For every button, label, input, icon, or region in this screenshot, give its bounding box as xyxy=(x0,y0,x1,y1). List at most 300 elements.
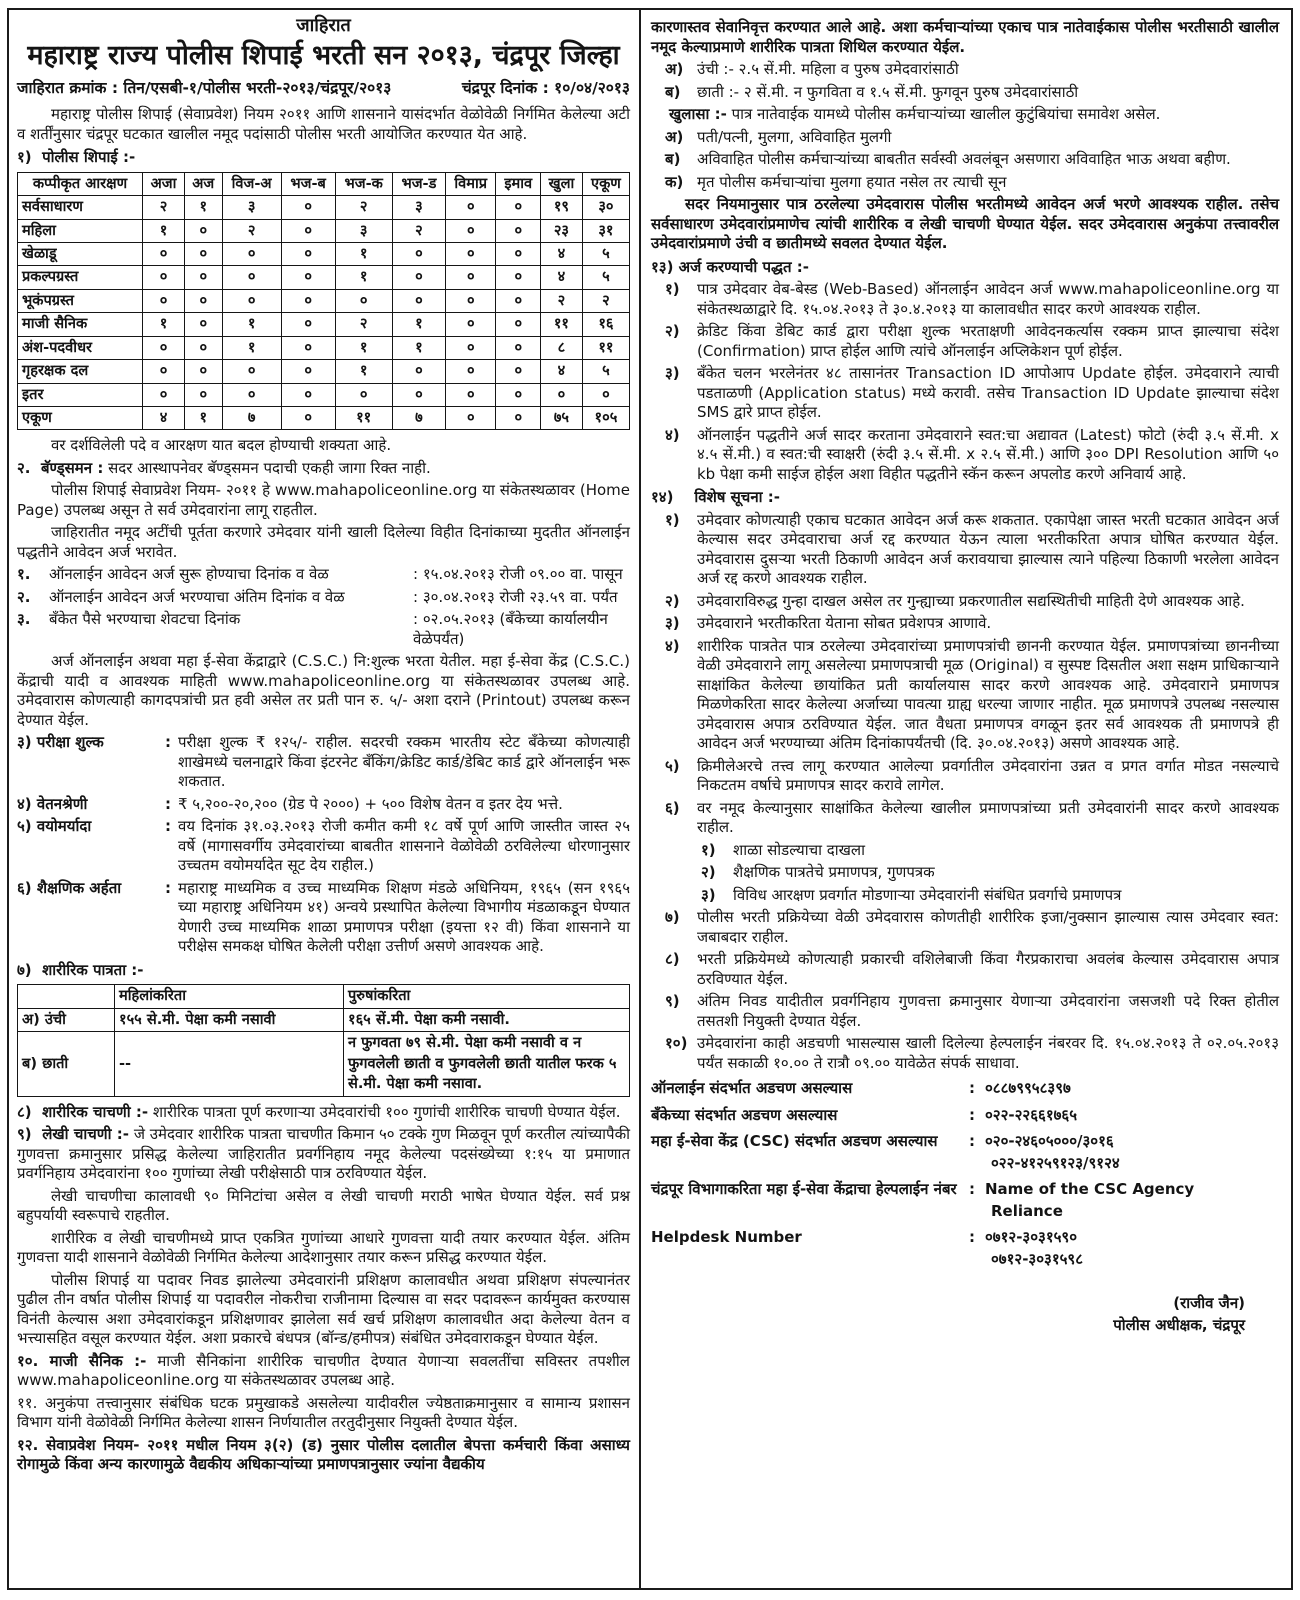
item-number: २) xyxy=(665,591,680,610)
paragraph-lead: १०. माजी सैनिक :- xyxy=(17,1351,147,1370)
table-cell: ० xyxy=(496,336,541,359)
table-header xyxy=(18,172,630,195)
table-row xyxy=(18,1008,630,1031)
right-content xyxy=(651,18,1279,1335)
column-header: इमाव xyxy=(496,172,541,195)
helpline-number: ०२२-२२६६१७६५ xyxy=(985,1105,1078,1124)
table-cell: १ xyxy=(335,336,392,359)
item-text: ऑनलाईन आवेदन अर्ज भरण्याचा अंतिम दिनांक व वेळ xyxy=(49,587,345,606)
item-number: ब) xyxy=(665,82,681,101)
table-cell: ० xyxy=(446,219,496,242)
item-text: पती/पत्नी, मुलगा, अविवाहित मुलगी xyxy=(697,127,892,146)
numbered-item xyxy=(665,614,1279,634)
paragraph: जाहिरातीत नमूद अटींची पूर्तता करणारे उमेदवार यांनी खाली दिलेल्या विहीत दिनांकाच्या मुदतीत ऑनलाईन पद्धतीने आवेदन अर्ज भरावेत. xyxy=(17,523,630,561)
table-cell: ० xyxy=(281,360,335,383)
item-number: ८) xyxy=(665,950,680,968)
table-cell: १ xyxy=(142,313,184,336)
table-cell: ११ xyxy=(335,407,392,430)
helpline-colon: : xyxy=(969,1180,975,1198)
item-text: शैक्षणिक पात्रतेचे प्रमाणपत्र, गुणपत्रक xyxy=(733,863,935,881)
signature-name: (राजीव जैन) xyxy=(1173,1294,1245,1312)
item-text: उमेदवार कोणत्याही एकाच घटकात आवेदन अर्ज करू शकतात. एकापेक्षा जास्त भरती घटकात आवेदन अर्ज केल्यास सदर उमेदवाराचा अर्ज रद्द करण्यात येऊन त्याला भरतीकरिता अपात्र घोषित करण्यात येईल. उमेदवारास दुसऱ्या भरती ठिकाणी आवेदन अर्ज करावयाचा झाल्यास त्याने पहिल्या ठिकाणी भरलेला आवेदन अर्ज रद्द करणे आवश्यक राहील. xyxy=(697,510,1279,587)
table-cell: ७ xyxy=(222,407,281,430)
table-cell: ० xyxy=(185,383,222,406)
table-cell: ० xyxy=(446,266,496,289)
helpline-row xyxy=(651,1106,1279,1128)
item-number: अ) xyxy=(665,127,684,146)
numbered-item xyxy=(665,173,1279,193)
table-cell: २ xyxy=(222,219,281,242)
helpline-values xyxy=(985,1079,1279,1101)
section-heading: १) पोलीस शिपाई :- xyxy=(17,148,136,167)
item-number: ३. xyxy=(17,610,31,629)
table-cell: ० xyxy=(446,407,496,430)
numbered-item xyxy=(665,992,1279,1031)
numbered-item xyxy=(665,1034,1279,1073)
item-text: क्रिमीलेअरचे तत्त्व लागू करण्यात आलेल्या प्रवर्गातील उमेदवारांना उन्नत व प्रगत वर्गात मोडत नसल्याचे निकटतम वर्षाचे प्रमाणपत्र सादर करावे लागेल. xyxy=(697,756,1279,794)
item-number: ६) xyxy=(665,798,680,817)
table-cell: गृहरक्षक दल xyxy=(18,360,143,383)
table-header-row xyxy=(18,985,630,1008)
table-cell: ४ xyxy=(541,360,583,383)
helpline-label: चंद्रपूर विभागाकरिता महा ई-सेवा केंद्राचा हेल्पलाईन नंबर xyxy=(651,1180,957,1198)
table-cell: ० xyxy=(222,360,281,383)
table-cell: अंश-पदवीधर xyxy=(18,336,143,359)
column-header: भज-ड xyxy=(392,172,445,195)
section-heading: १४) विशेष सूचना :- xyxy=(651,488,780,506)
item-text: क्रेडिट किंवा डेबिट कार्ड द्वारा परीक्षा शुल्क भरताक्षणी आवेदनकर्त्यास रक्कम प्राप्त झाल्याचा संदेश (Confirmation) प्राप्त होईल आणि त्यांचे ऑनलाईन अप्लिकेशन पूर्ण होईल. xyxy=(697,322,1279,360)
item-text: बँकेत पैसे भरण्याचा शेवटचा दिनांक xyxy=(49,610,241,629)
item-text: बँकेत चलन भरलेनंतर ४८ तासानंतर Transaction ID आपोआप Update होईल. उमेदवाराने त्याची पडताळणी (Application status) मध्ये करावी. तसेच Transaction ID Update झाल्याचा संदेश SMS द्वारे प्राप्त होईल. xyxy=(697,364,1279,421)
item-number: २) xyxy=(701,863,716,881)
item-number: २. xyxy=(17,587,31,606)
table-cell: १ xyxy=(222,336,281,359)
table-cell: एकूण xyxy=(18,407,143,430)
helpline-row xyxy=(651,1228,1279,1271)
table-cell: ५ xyxy=(582,243,629,266)
helpline-number: Reliance xyxy=(991,1201,1063,1220)
table-cell: ० xyxy=(142,336,184,359)
table-cell: ० xyxy=(446,336,496,359)
item-text: वर नमूद केल्यानुसार साक्षांकित केलेल्या खालील प्रमाणपत्रांच्या प्रती उमेदवारांनी सादर करणे आवश्यक राहील. xyxy=(697,798,1279,836)
table-cell: ११ xyxy=(541,313,583,336)
left-content xyxy=(17,105,630,1474)
table-cell: ब) छाती xyxy=(18,1032,115,1096)
numbered-item xyxy=(17,565,630,585)
table-row xyxy=(18,407,630,430)
table-cell: १९ xyxy=(541,196,583,219)
helpline-values xyxy=(985,1180,1279,1223)
table-cell: ० xyxy=(222,383,281,406)
item-value: : ३०.०४.२०१३ रोजी २३.५९ वा. पर्यंत xyxy=(413,587,618,606)
numbered-item xyxy=(701,841,1279,861)
item-number: १. xyxy=(17,565,31,584)
right-column xyxy=(641,10,1291,1588)
table-cell: ३१ xyxy=(582,219,629,242)
table-cell: इतर xyxy=(18,383,143,406)
table-cell: ४ xyxy=(541,266,583,289)
table-cell: ० xyxy=(496,313,541,336)
table-cell: २३ xyxy=(541,219,583,242)
paragraph xyxy=(17,1103,630,1123)
definition-text: वय दिनांक ३१.०३.२०१३ रोजी कमीत कमी १८ वर्षे पूर्ण आणि जास्तीत जास्त २५ वर्षे (मागासवर्गीय उमेदवारांच्या बाबतीत शासनाने वेळोवेळी ठरविलेल्या धोरणानुसार उच्चतम वयोमर्यादेत सूट देय राहील.) xyxy=(178,817,630,875)
helpline-values xyxy=(985,1228,1279,1271)
definition-text: महाराष्ट्र माध्यमिक व उच्च माध्यमिक शिक्षण मंडळे अधिनियम, १९६५ (सन १९६५ च्या महाराष्ट्र अधिनियम ४१) अन्वये प्रस्थापित केलेल्या विभागीय मंडळाकडून घेण्यात येणारी उच्च माध्यमिक शाळा प्रमाणपत्र परीक्षा (इयत्ता १२ वी) किंवा शासनाने या परीक्षेस समकक्ष घोषित केलेली परीक्षा उत्तीर्ण असणे आवश्यक आहे. xyxy=(178,878,630,956)
table-cell: ० xyxy=(335,383,392,406)
paragraph-text: जे उमेदवार शारीरिक पात्रता चाचणीत किमान ५० टक्के गुण मिळवून पूर्ण करतील त्यांच्यापैकी गुणवत्ता क्रमानुसार प्रसिद्ध केलेल्या जाहिरातीत प्रवर्गनिहाय नमूद केलेल्या पदसंख्येच्या १:१५ या प्रमाणात प्रवर्गनिहाय उमेदवारांना १०० गुणांच्या लेखी परीक्षेसाठी पात्र ठरविण्यात येईल. xyxy=(17,1125,630,1183)
table-cell: ० xyxy=(281,407,335,430)
paragraph-text: सदर आस्थापनेवर बॅण्ड्समन पदाची एकही जागा रिक्त नाही. xyxy=(108,458,431,477)
numbered-item xyxy=(701,863,1279,883)
definition-label: ५) वयोमर्यादा xyxy=(17,817,92,836)
table-cell: ० xyxy=(185,289,222,312)
table-cell: ० xyxy=(281,196,335,219)
table-cell: १ xyxy=(392,313,445,336)
table-cell: महिला xyxy=(18,219,143,242)
table-cell: १ xyxy=(335,243,392,266)
numbered-item xyxy=(665,757,1279,796)
item-number: ४) xyxy=(665,425,680,444)
helpline-colon: : xyxy=(969,1228,975,1246)
paragraph-text: माजी सैनिकांना शारीरिक चाचणीत देण्यात येणाऱ्या सवलतींचा सविस्तर तपशील www.mahapoliceonline.org या संकेतस्थळावर उपलब्ध आहे. xyxy=(17,1351,630,1390)
table-body xyxy=(18,1008,630,1096)
item-number: १) xyxy=(665,510,680,529)
table-cell: ४ xyxy=(142,407,184,430)
helpline-row xyxy=(651,1180,1279,1223)
table-cell: ० xyxy=(392,289,445,312)
table-cell: प्रकल्पग्रस्त xyxy=(18,266,143,289)
doc-ref-line xyxy=(17,78,630,98)
helpline-colon: : xyxy=(969,1105,975,1124)
table-cell: -- xyxy=(115,1032,344,1096)
helpline-row xyxy=(651,1079,1279,1101)
table-cell: १ xyxy=(335,360,392,383)
table-cell: ० xyxy=(496,219,541,242)
item-text: उमेदवाराविरुद्ध गुन्हा दाखल असेल तर गुन्ह्याच्या प्रकरणातील सद्यस्थितीची माहिती देणे आवश्यक आहे. xyxy=(697,591,1245,610)
column-header: विज-अ xyxy=(222,172,281,195)
helpline-values xyxy=(985,1106,1279,1128)
item-text: उमेदवारांना काही अडचणी भासल्यास खाली दिलेल्या हेल्पलाईन नंबरवर दि. १५.०४.२०१३ ते ०२.०५.२०१३ पर्यंत सकाळी १०.०० ते रात्रौ ०९.०० यावेळेत संपर्क साधावा. xyxy=(697,1034,1279,1072)
table-row xyxy=(18,1032,630,1096)
signature-title: पोलीस अधीक्षक, चंद्रपूर xyxy=(1113,1315,1245,1334)
paragraph xyxy=(17,1352,630,1391)
paragraph xyxy=(17,459,630,479)
table-cell: ० xyxy=(496,196,541,219)
helpline-number: Name of the CSC Agency xyxy=(985,1180,1195,1198)
item-number: ३) xyxy=(701,885,716,904)
table-cell: २ xyxy=(582,289,629,312)
item-text: ऑनलाईन आवेदन अर्ज सुरू होण्याचा दिनांक व वेळ xyxy=(49,565,329,584)
item-text: छाती :- २ सें.मी. न फुगविता व १.५ सें.मी. फुगवून पुरुष उमेदवारांसाठी xyxy=(697,82,1079,101)
item-number: ९) xyxy=(665,992,680,1010)
signature-block xyxy=(651,1276,1279,1335)
table-header xyxy=(18,985,630,1008)
table-cell: ० xyxy=(185,243,222,266)
left-column xyxy=(9,10,641,1588)
item-number: ब) xyxy=(665,150,681,168)
item-text: मृत पोलीस कर्मचाऱ्यांचा मुलगा हयात नसेल तर त्याची सून xyxy=(697,172,1007,191)
definition-label: ३) परीक्षा शुल्क xyxy=(17,733,104,752)
table-cell: ३० xyxy=(582,196,629,219)
table-cell: ० xyxy=(222,266,281,289)
table-cell: माजी सैनिक xyxy=(18,313,143,336)
paragraph: महाराष्ट्र पोलीस शिपाई (सेवाप्रवेश) नियम २०११ आणि शासनाने यासंदर्भात वेळोवेळी निर्गमित केलेल्या अटी व शर्तींनुसार चंद्रपूर घटकात खालील नमूद पदांसाठी पोलीस भरती आयोजित करण्यात येत आहे. xyxy=(17,105,630,143)
doc-title: महाराष्ट्र राज्य पोलीस शिपाई भरती सन २०१३, चंद्रपूर जिल्हा xyxy=(27,40,620,72)
column-header: खुला xyxy=(541,172,583,195)
table-cell: ० xyxy=(496,289,541,312)
table-cell: ० xyxy=(142,289,184,312)
table-cell: ० xyxy=(392,383,445,406)
numbered-item xyxy=(665,950,1279,989)
table-cell: ७५ xyxy=(541,407,583,430)
item-text: अंतिम निवड यादीतील प्रवर्गनिहाय गुणवत्ता क्रमानुसार येणाऱ्या उमेदवारांना जसजशी पदे रिक्त होतील तसतशी नियुक्ती देण्यात येईल. xyxy=(697,992,1279,1030)
table-cell: ० xyxy=(281,243,335,266)
column-header: अजा xyxy=(142,172,184,195)
physical-table xyxy=(17,984,630,1096)
helpline-number: ०२०-२४६०५०००/३०१६ xyxy=(985,1132,1114,1150)
table-cell: ० xyxy=(142,243,184,266)
table-cell: १ xyxy=(392,336,445,359)
reservation-table xyxy=(17,172,630,431)
section-heading: १३) अर्ज करण्याची पद्धत :- xyxy=(651,257,809,276)
helpline-number: ०८८७९९५८३९७ xyxy=(985,1079,1071,1097)
table-cell: ० xyxy=(281,266,335,289)
table-cell: ० xyxy=(446,196,496,219)
table-header-row xyxy=(18,172,630,195)
table-cell: ० xyxy=(335,289,392,312)
table-cell: १ xyxy=(222,313,281,336)
numbered-item xyxy=(17,588,630,608)
table-cell: ० xyxy=(446,289,496,312)
table-cell: ५ xyxy=(582,266,629,289)
item-number: ३) xyxy=(665,364,680,382)
column-header: अज xyxy=(185,172,222,195)
ref-number: जाहिरात क्रमांक : तिन/एसबी-१/पोलीस भरती-२०१३/चंद्रपूर/२०१३ xyxy=(17,79,392,98)
item-number: १०) xyxy=(665,1034,688,1052)
table-row xyxy=(18,383,630,406)
paragraph xyxy=(17,1125,630,1184)
table-cell: ४ xyxy=(541,243,583,266)
definition-colon: : xyxy=(165,817,171,836)
paragraph-text: पात्र नातेवाईक यामध्ये पोलीस कर्मचाऱ्यांच्या खालील कुटुंबियांचा समावेश असेल. xyxy=(731,105,1161,123)
definition-row xyxy=(17,879,630,957)
definition-label: ६) शैक्षणिक अर्हता xyxy=(17,878,122,897)
numbered-item xyxy=(665,592,1279,612)
column-header xyxy=(18,985,115,1008)
table-cell: ० xyxy=(281,383,335,406)
paragraph-lead: खुलासा :- xyxy=(669,105,727,123)
table-cell: ८ xyxy=(541,336,583,359)
helpline-label: बँकेच्या संदर्भात अडचण असल्यास xyxy=(651,1105,838,1124)
section-heading: ७) शारीरिक पात्रता :- xyxy=(17,960,144,979)
table-cell: ३ xyxy=(222,196,281,219)
helpline-colon: : xyxy=(969,1132,975,1150)
numbered-item xyxy=(665,150,1279,170)
item-text: पात्र उमेदवार वेब-बेस्ड (Web-Based) ऑनलाईन आवेदन अर्ज www.mahapoliceonline.org या संकेतस्थळाद्वारे दि. १५.०४.२०१३ ते ३०.४.२०१३ या कालावधीत सादर करणे आवश्यक राहील. xyxy=(697,280,1279,318)
helpline-list xyxy=(651,1079,1279,1271)
column-header: भज-क xyxy=(335,172,392,195)
item-number: २) xyxy=(665,322,680,340)
definition-colon: : xyxy=(165,878,171,897)
table-row xyxy=(18,266,630,289)
table-cell: अ) उंची xyxy=(18,1008,115,1031)
numbered-item xyxy=(665,908,1279,947)
table-cell: ० xyxy=(446,360,496,383)
item-value: : १५.०४.२०१३ रोजी ०९.०० वा. पासून xyxy=(413,565,623,584)
table-cell: खेळाडू xyxy=(18,243,143,266)
column-header: भज-ब xyxy=(281,172,335,195)
table-cell: ० xyxy=(446,383,496,406)
helpline-number: ०७१२-३०३१५९८ xyxy=(991,1249,1084,1268)
paragraph: पोलीस शिपाई सेवाप्रवेश नियम- २०११ हे www.mahapoliceonline.org या संकेतस्थळावर (Home Page) उपलब्ध असून ते सर्व उमेदवारांना लागू राहतील. xyxy=(17,481,630,519)
table-row xyxy=(18,313,630,336)
numbered-item xyxy=(665,511,1279,589)
table-cell: ० xyxy=(281,313,335,336)
paragraph-lead: ८) शारीरिक चाचणी :- xyxy=(17,1102,149,1121)
definition-row xyxy=(17,817,630,876)
item-value: : ०२.०५.२०१३ (बँकेच्या कार्यालयीन वेळेपर्यंत) xyxy=(413,610,608,648)
table-cell: ० xyxy=(185,266,222,289)
paragraph: लेखी चाचणीचा कालावधी ९० मिनिटांचा असेल व लेखी चाचणी मराठी भाषेत घेण्यात येईल. सर्व प्रश्न बहुपर्यायी स्वरूपाचे राहतील. xyxy=(17,1186,630,1225)
paragraph: सदर नियमानुसार पात्र ठरलेल्या उमेदवारास पोलीस भरतीमध्ये आवेदन अर्ज भरणे आवश्यक राहील. तसेच सर्वसाधारण उमेदवारांप्रमाणेच त्यांची शारीरिक व लेखी चाचणी घेण्यात येईल. सदर उमेदवारास अनुकंपा तत्त्वावरील उमेदवारांप्रमाणे उंची व छातीमध्ये सवलत देण्यात येईल. xyxy=(651,195,1279,252)
table-cell: ० xyxy=(446,313,496,336)
table-cell: सर्वसाधारण xyxy=(18,196,143,219)
definition-text: परीक्षा शुल्क ₹ १२५/- राहील. सदरची रक्कम भारतीय स्टेट बँकेच्या कोणत्याही शाखेमध्ये चलनाद्वारे किंवा इंटरनेट बँकिंग/क्रेडिट कार्ड/डेबिट कार्ड द्वारे ऑनलाईन भरू शकतात. xyxy=(178,733,630,791)
helpline-values xyxy=(985,1132,1279,1175)
table-cell: ० xyxy=(222,243,281,266)
numbered-item xyxy=(665,280,1279,319)
table-cell: २ xyxy=(335,196,392,219)
table-cell: ० xyxy=(281,219,335,242)
numbered-item xyxy=(17,610,630,649)
table-cell: ० xyxy=(185,336,222,359)
definition-label: ४) वेतनश्रेणी xyxy=(17,794,88,813)
definition-row xyxy=(17,733,630,792)
table-cell: ७ xyxy=(392,407,445,430)
table-cell: ० xyxy=(142,360,184,383)
table-cell: ० xyxy=(496,360,541,383)
paragraph-text: शारीरिक पात्रता पूर्ण करणाऱ्या उमेदवारांची १०० गुणांची शारीरिक चाचणी घेण्यात येईल. xyxy=(152,1102,621,1121)
helpline-row xyxy=(651,1132,1279,1175)
definition-colon: : xyxy=(165,794,171,813)
table-row xyxy=(18,360,630,383)
numbered-item xyxy=(665,83,1279,103)
paragraph: कारणास्तव सेवानिवृत्त करण्यात आले आहे. अशा कर्मचाऱ्यांच्या एकाच पात्र नातेवाईकास पोलीस भरतीसाठी खालील नमूद केल्याप्रमाणे शारीरिक पात्रता शिथिल करण्यात येईल. xyxy=(651,18,1279,56)
item-text: शारीरिक पात्रतेत पात्र ठरलेल्या उमेदवारांच्या प्रमाणपत्रांची छाननी करण्यात येईल. प्रमाणपत्रांच्या छाननीच्या वेळी उमेदवाराने लागू असलेल्या प्रमाणपत्राची मूळ (Original) व सुस्पष्ट दिसतील अशा सक्षम प्राधिकाऱ्याने साक्षांकित केलेल्या छायांकित प्रती कार्यालयास सादर करणे आवश्यक आहे. उमेदवाराने प्रमाणपत्र मिळणेकरिता सादर केलेल्या अर्जाच्या पावत्या ग्राह्य धरल्या जाणार नाहीत. मूळ प्रमाणपत्रे उपलब्ध नसल्यास उमेदवारास अपात्र ठरविण्यात येईल. जात वैधता प्रमाणपत्र वगळून इतर सर्व आवश्यक ती प्रमाणपत्रे ही आवेदन अर्ज भरण्याच्या अंतिम दिनांकापर्यंतची (दि. ३०.०४.२०१३) असणे आवश्यक आहे. xyxy=(697,636,1279,752)
table-cell: २ xyxy=(142,196,184,219)
paragraph-lead: २. बॅण्ड्समन : xyxy=(17,458,104,477)
item-text: शाळा सोडल्याचा दाखला xyxy=(733,840,865,859)
table-cell: ० xyxy=(281,289,335,312)
numbered-item xyxy=(665,322,1279,361)
definition-colon: : xyxy=(165,733,171,752)
paragraph xyxy=(669,105,1279,125)
paragraph-lead: ९) लेखी चाचणी :- xyxy=(17,1125,129,1144)
table-row xyxy=(18,243,630,266)
numbered-item xyxy=(665,128,1279,148)
table-row xyxy=(18,336,630,359)
table-cell: न फुगवता ७९ से.मी. पेक्षा कमी नसावी व न फुगवलेली छाती व फुगवलेली छाती यातील फरक ५ से.मी. पेक्षा कमी नसावा. xyxy=(344,1032,630,1096)
table-cell: ० xyxy=(582,383,629,406)
numbered-item xyxy=(665,799,1279,838)
table-cell: १०५ xyxy=(582,407,629,430)
helpline-colon: : xyxy=(969,1079,975,1097)
paragraph: अर्ज ऑनलाईन अथवा महा ई-सेवा केंद्राद्वारे (C.S.C.) नि:शुल्क भरता येतील. महा ई-सेवा केंद्र (C.S.C.) केंद्राची यादी व आवश्यक माहिती www.mahapoliceonline.org या संकेतस्थळावर उपलब्ध आहे. उमेदवारास कोणत्याही कागदपत्रांची प्रत हवी असेल तर प्रती पान रु. ५/- अशा दराने (Printout) उपलब्ध करून देण्यात येईल. xyxy=(17,652,630,729)
table-cell: १६५ सें.मी. पेक्षा कमी नसावी. xyxy=(344,1008,630,1031)
table-cell: ३ xyxy=(335,219,392,242)
table-cell: ० xyxy=(142,383,184,406)
table-cell: ११ xyxy=(582,336,629,359)
table-cell: ५ xyxy=(582,360,629,383)
column-header: एकूण xyxy=(582,172,629,195)
table-cell: ० xyxy=(392,360,445,383)
item-number: १) xyxy=(701,840,716,859)
table-cell: १ xyxy=(142,219,184,242)
table-cell: ० xyxy=(281,336,335,359)
paragraph: १२. सेवाप्रवेश नियम- २०११ मधील नियम ३(२) (ड) नुसार पोलीस दलातील बेपत्ता कर्मचारी किंवा असाध्य रोगामुळे किंवा अन्य कारणामुळे वैद्यकीय अधिकाऱ्यांच्या प्रमाणपत्रानुसार ज्यांना वैद्यकीय xyxy=(17,1435,630,1474)
table-cell: ० xyxy=(496,266,541,289)
table-cell: १६ xyxy=(582,313,629,336)
column-header: महिलांकरिता xyxy=(115,985,344,1008)
table-cell: ० xyxy=(541,383,583,406)
item-text: उंची :- २.५ सें.मी. महिला व पुरुष उमेदवारांसाठी xyxy=(697,60,959,78)
table-cell: १ xyxy=(335,266,392,289)
item-number: ३) xyxy=(665,614,680,632)
item-number: १) xyxy=(665,280,680,298)
definition-text: ₹ ५,२००-२०,२०० (ग्रेड पे २०००) + ५०० विशेष वेतन व इतर देय भत्ते. xyxy=(178,794,563,813)
table-cell: १५५ से.मी. पेक्षा कमी नसावी xyxy=(115,1008,344,1031)
table-cell: ० xyxy=(185,219,222,242)
item-number: अ) xyxy=(665,60,684,78)
item-text: भरती प्रक्रियेमध्ये कोणत्याही प्रकारची वशिलेबाजी किंवा गैरप्रकाराचा अवलंब केल्यास उमेदवारास अपात्र ठरविण्यात येईल. xyxy=(697,950,1279,988)
item-text: उमेदवाराने भरतीकरिता येताना सोबत प्रवेशपत्र आणावे. xyxy=(697,614,992,632)
table-cell: ० xyxy=(446,243,496,266)
helpline-label: ऑनलाईन संदर्भात अडचण असल्यास xyxy=(651,1079,853,1097)
table-cell: २ xyxy=(335,313,392,336)
paragraph: ११. अनुकंपा तत्त्वानुसार संबंधिक घटक प्रमुखाकडे असलेल्या यादीवरील ज्येष्ठताक्रमानुसार व सामान्य प्रशासन विभाग यांनी वेळोवेळी निर्गमित केलेल्या शासन निर्णयातील तरतुदीनुसार नियुक्ती देण्यात येईल. xyxy=(17,1393,630,1432)
table-row xyxy=(18,289,630,312)
table-row xyxy=(18,196,630,219)
table-cell: ० xyxy=(222,289,281,312)
table-cell: १ xyxy=(185,407,222,430)
helpline-number: ०२२-४१२५९१२३/९१२४ xyxy=(991,1153,1120,1172)
table-cell: भूकंपग्रस्त xyxy=(18,289,143,312)
numbered-item xyxy=(665,364,1279,423)
table-cell: २ xyxy=(392,219,445,242)
doc-kicker: जाहिरात xyxy=(296,15,351,36)
helpline-number: ०७१२-३०३१५९० xyxy=(985,1228,1078,1246)
paragraph: शारीरिक व लेखी चाचणीमध्ये प्राप्त एकत्रित गुणांच्या आधारे गुणवत्ता यादी तयार करण्यात येईल. अंतिम गुणवत्ता यादी शासनाने वेळोवेळी निर्गमित केलेल्या आदेशानुसार तयार करून प्रसिद्ध करण्यात येईल. xyxy=(17,1228,630,1267)
numbered-item xyxy=(665,426,1279,485)
item-number: क) xyxy=(665,172,684,191)
item-number: ७) xyxy=(665,908,680,926)
table-cell: ० xyxy=(496,243,541,266)
table-cell: ३ xyxy=(392,196,445,219)
item-text: पोलीस भरती प्रक्रियेच्या वेळी उमेदवारास कोणतीही शारीरिक इजा/नुक्सान झाल्यास त्यास उमेदवार स्वत: जबाबदार राहील. xyxy=(697,908,1279,946)
item-number: ४) xyxy=(665,636,680,655)
helpline-label: महा ई-सेवा केंद्र (CSC) संदर्भात अडचण असल्यास xyxy=(651,1132,938,1150)
item-text: अविवाहित पोलीस कर्मचाऱ्यांच्या बाबतीत सर्वस्वी अवलंबून असणारा अविवाहित भाऊ अथवा बहीण. xyxy=(697,150,1231,168)
item-number: ५) xyxy=(665,756,680,775)
table-row xyxy=(18,219,630,242)
table-cell: १ xyxy=(185,196,222,219)
table-cell: ० xyxy=(392,243,445,266)
definition-row xyxy=(17,795,630,815)
item-text: ऑनलाईन पद्धतीने अर्ज सादर करताना उमेदवाराने स्वत:चा अद्यावत (Latest) फोटो (रुंदी ३.५ सें.मी. x ४.५ सें.मी.) व स्वत:ची स्वाक्षरी (रुंदी ३.५ सें.मी. x २.५ सें.मी.) आणि ३०० DPI Resolution आणि ५० kb पेक्षा कमी साईज होईल अशा विहीत पद्धतीने स्कॅन करून अपलोड करणे अनिवार्य आहे. xyxy=(697,425,1279,483)
numbered-item xyxy=(701,886,1279,906)
paragraph: पोलीस शिपाई या पदावर निवड झालेल्या उमेदवारांनी प्रशिक्षण कालावधीत अथवा प्रशिक्षण संपल्यानंतर पुढील तीन वर्षात पोलीस शिपाई या पदावरील नोकरीचा राजीनामा दिल्यास वा सदर पदावरून कार्यमुक्त करण्यास विनंती केल्यास अशा उमेदवारांकडून प्रशिक्षणावर झालेला सर्व खर्च प्रशिक्षण कालावधीत अदा केलेल्या वेतन व भत्त्यासहित वसूल करण्यात येईल. अशा प्रकारचे बंधपत्र (बॉन्ड/हमीपत्र) संबंधित उमेदवाराकडून घेण्यात येईल. xyxy=(17,1270,630,1348)
table-cell: ० xyxy=(185,360,222,383)
